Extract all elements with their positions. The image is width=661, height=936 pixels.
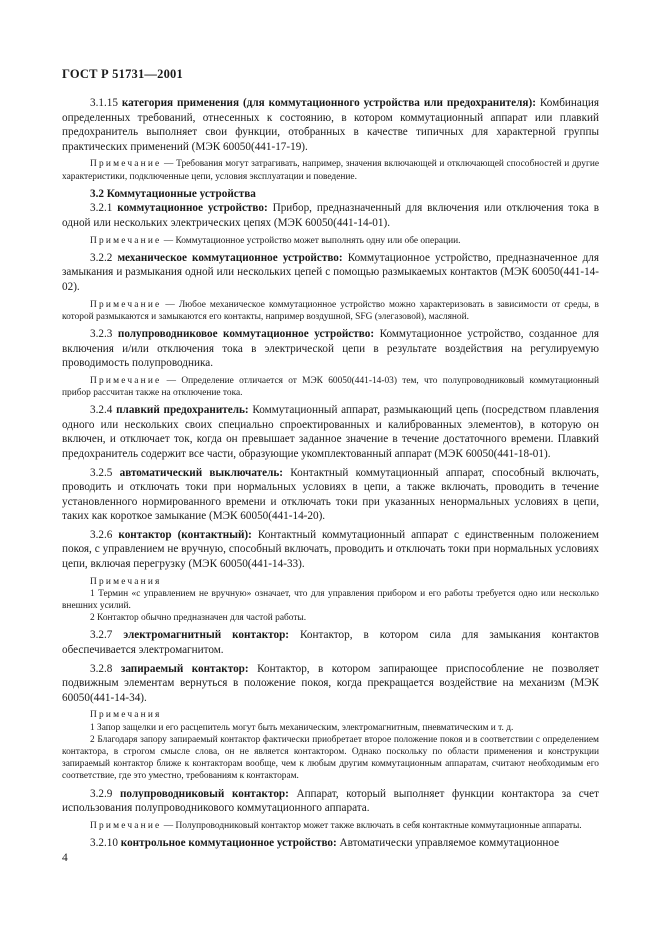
definition-text: Аппарат, который выполняет функции контактора за счет использования полупроводникового коммутационного аппарата. xyxy=(62,787,599,815)
definition-text: Автоматически управляемое коммутационное xyxy=(339,837,560,850)
note-item: 1 Термин «с управлением не вручную» означает, что для управления прибором и его работы требуется одно или несколько внешних усилий. xyxy=(62,588,599,612)
note-text: — Требования могут затрагивать, например, значения включающей и отключающей способностей и другие характеристики, подключенные цепи, условия эксплуатации и поведение. xyxy=(62,159,599,182)
definition-text: Комбинация определенных требований, отнесенных к состоянию, в котором коммутационный аппарат или плавкий предохранитель выполняет свои функции, отобранных в качестве типичных для характерной группы практических применений (МЭК 60050(441-17-19). xyxy=(62,97,599,153)
page-number: 4 xyxy=(62,852,68,864)
term-name: контактор (контактный): xyxy=(118,528,252,541)
note-label: Примечание xyxy=(90,235,162,246)
definition-paragraph xyxy=(62,251,599,295)
clause-number: 3.2.5 xyxy=(90,466,113,479)
clause-number: 3.2.8 xyxy=(90,662,113,675)
note-label: Примечание xyxy=(90,820,162,831)
notes-heading: Примечания xyxy=(90,576,162,587)
definition-text: Коммутационное устройство, созданное для включения и/или отключения тока в электрической цепи в результате воздействия на регулируемую проводимость полупроводника. xyxy=(62,327,600,370)
note-label: Примечание xyxy=(90,375,162,386)
definition-paragraph xyxy=(62,403,599,461)
note-paragraph xyxy=(62,299,599,323)
note-text: — Любое механическое коммутационное устройство можно характеризовать в зависимости от среды, в которой размыкаются и замыкаются его контакты, например воздушной, SFG (элегазовой), масляной. xyxy=(62,299,599,322)
term-name: контрольное коммутационное устройство: xyxy=(120,837,337,850)
document-body xyxy=(62,96,599,855)
clause-number: 3.2.7 xyxy=(90,629,113,642)
definition-text: Прибор, предназначенный для включения или отключения тока в одной или нескольких электрических цепях (МЭК 60050(441-14-01). xyxy=(62,202,600,229)
note-text: — Определение отличается от МЭК 60050(441-14-03) тем, что полупроводниковый коммутационный прибор рассчитан также на отключение тока. xyxy=(62,375,599,398)
term-name: автоматический выключатель: xyxy=(119,466,284,479)
definition-text: Контактный коммутационный аппарат с единственным положением покоя, с управлением не вручную, способный включать, проводить и отключать токи при нормальных условиях цепи, включая перегрузку (МЭК 60050(441-14-33). xyxy=(62,528,600,571)
note-item: 1 Запор защелки и его расцепитель могут быть механическим, электромагнитным, пневматическим и т. д. xyxy=(90,722,514,733)
clause-number: 3.1.15 xyxy=(90,97,118,109)
note-text: — Коммутационное устройство может выполнять одну или обе операции. xyxy=(161,235,461,246)
definition-paragraph xyxy=(62,662,599,706)
term-name: полупроводниковый контактор: xyxy=(119,787,289,800)
definition-text: Коммутационный аппарат, размыкающий цепь (посредством плавления одного или нескольких своих специально спроектированных и калиброванных элементов), в которую он включен, и отключает ток, когда он превышает заданное значение в течение достаточного времени. Плавкий предохранитель содержит все части, образующие укомплектованный аппарат (МЭК 60050(441-18-01). xyxy=(62,404,599,460)
note-paragraph xyxy=(62,158,599,182)
note-text: — Полупроводниковый контактор может также включать в себя контактные коммутационные аппараты. xyxy=(161,820,582,831)
note-label: Примечание xyxy=(90,159,162,170)
note-paragraph xyxy=(62,375,599,399)
term-name: электромагнитный контактор: xyxy=(123,629,290,642)
note-paragraph xyxy=(62,235,599,247)
clause-number: 3.2.3 xyxy=(90,327,113,340)
note-label: Примечание xyxy=(90,299,162,310)
definition-text: Контактор, в котором запирающее приспособление не позволяет подвижным элементам вернуться в положение покоя, когда прекращается воздействие на механизм (МЭК 60050(441-14-34). xyxy=(62,662,600,704)
clause-number: 3.2.4 xyxy=(90,404,113,417)
document-header: ГОСТ Р 51731—2001 xyxy=(62,67,183,81)
definition-paragraph xyxy=(62,201,599,230)
section-heading: 3.2 Коммутационные устройства xyxy=(90,187,256,200)
definition-paragraph xyxy=(62,466,599,524)
note-item: 2 Благодаря запору запираемый контактор фактически приобретает второе положение покоя и в соответствии с определением контактора, в строгом смысле слова, он не является контактором. Однако поскольку по области применения и конструкции запираемый контактор ближе к контакторам вообще, чем к любым другим коммутационным аппаратам, считают необходимым его соответствие, где это уместно, требованиям к контакторам. xyxy=(62,734,599,782)
definition-paragraph xyxy=(62,96,599,154)
term-name: полупроводниковое коммутационное устройство: xyxy=(117,327,375,340)
clause-number: 3.2.9 xyxy=(90,787,113,800)
clause-number: 3.2.2 xyxy=(90,251,113,264)
definition-paragraph xyxy=(62,787,599,816)
clause-number: 3.2.10 xyxy=(90,837,118,850)
clause-number: 3.2.6 xyxy=(90,528,113,541)
definition-paragraph xyxy=(62,836,599,851)
definition-text: Коммутационное устройство, предназначенное для замыкания и размыкания одной или нескольких цепей с помощью размыкаемых контактов (МЭК 60050(441-14-02). xyxy=(62,251,599,293)
definition-paragraph xyxy=(62,327,599,371)
notes-heading: Примечания xyxy=(90,710,162,721)
clause-number: 3.2.1 xyxy=(90,202,113,215)
definition-text: Контактор, в котором сила для замыкания контактов обеспечивается электромагнитом. xyxy=(62,629,599,657)
definition-paragraph xyxy=(62,628,599,657)
term-name: запираемый контактор: xyxy=(120,662,249,675)
term-name: категория применения (для коммутационного устройства или предохранителя): xyxy=(121,97,536,109)
term-name: коммутационное устройство: xyxy=(117,202,268,215)
definition-paragraph xyxy=(62,528,599,572)
note-item: 2 Контактор обычно предназначен для частой работы. xyxy=(90,613,307,624)
term-name: плавкий предохранитель: xyxy=(116,404,249,417)
definition-text: Контактный коммутационный аппарат, способный включать, проводить и отключать токи при нормальных условиях в цепи, а также включать, проводить в течение установленного нормированного времени и отключать токи при указанных ненормальных условиях в цепи, таких как короткое замыкание (МЭК 60050(441-14-20). xyxy=(62,466,600,523)
term-name: механическое коммутационное устройство: xyxy=(117,251,343,264)
note-paragraph xyxy=(62,820,599,832)
